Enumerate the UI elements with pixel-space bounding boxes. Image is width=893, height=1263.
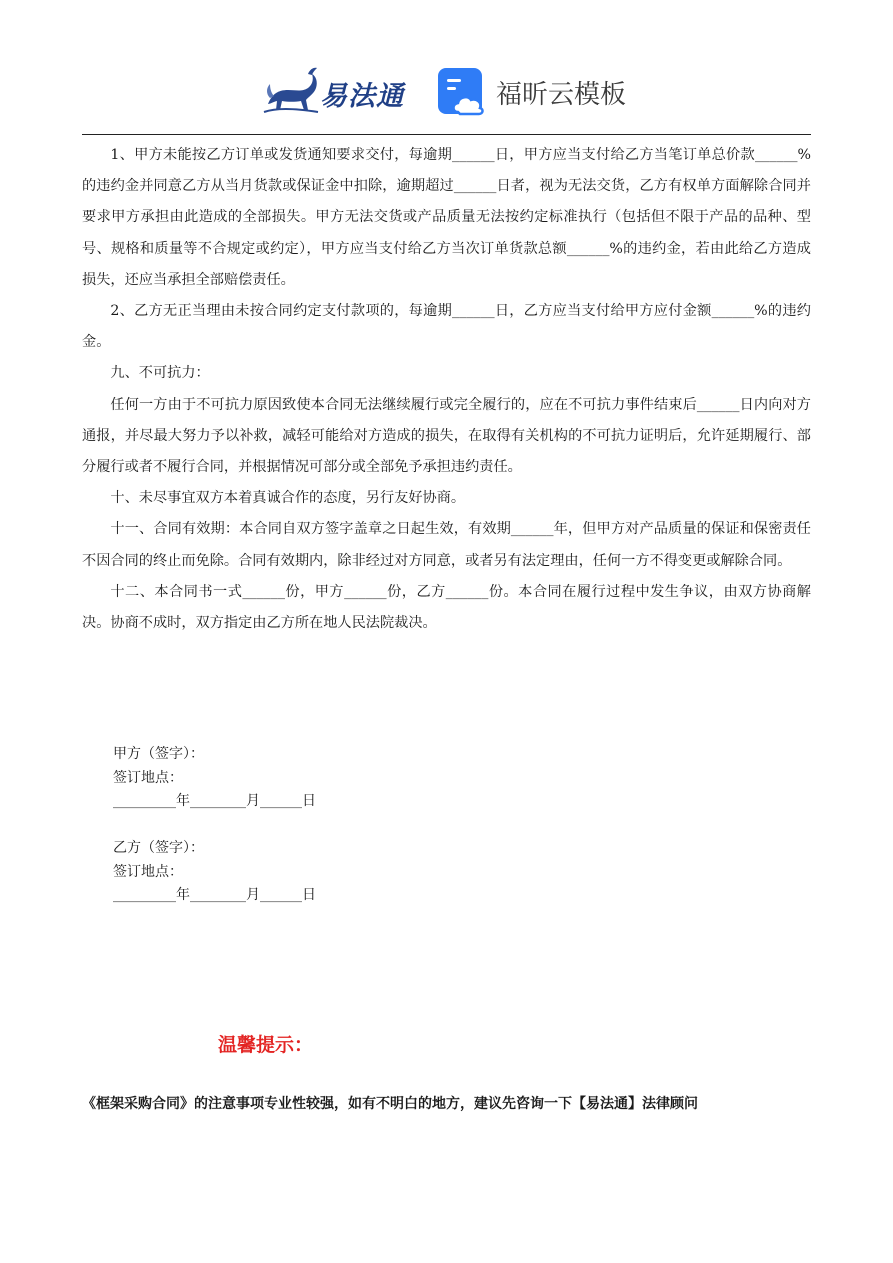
party-a-signature-block bbox=[113, 743, 316, 814]
clause-paragraph: 1、甲方未能按乙方订单或发货通知要求交付，每逾期______日，甲方应当支付给乙方当笔订单总价款______%的违约金并同意乙方从当月货款或保证金中扣除，逾期超过______日者，视为无法交货，乙方有权单方面解除合同并要求甲方承担由此造成的全部损失。甲方无法交货或产品质量无法按约定标准执行（包括但不限于产品的品种、型号、规格和质量等不合规定或约定），甲方应当支付给乙方当次订单货款总额______%的违约金，若由此给乙方造成损失，还应当承担全部赔偿责任。 bbox=[82, 147, 811, 288]
clause-paragraph: 十一、合同有效期：本合同自双方签字盖章之日起生效，有效期______年，但甲方对产品质量的保证和保密责任不因合同的终止而免除。合同有效期内，除非经过对方同意，或者另有法定理由，任何一方不得变更或解除合同。 bbox=[82, 521, 811, 569]
party-b-date-line: _________年________月______日 bbox=[113, 887, 316, 903]
fuxin-logo-text: 福昕云模板 bbox=[496, 80, 627, 110]
yifatong-logo bbox=[262, 64, 414, 116]
page-header bbox=[0, 56, 893, 126]
clause-paragraph: 任何一方由于不可抗力原因致使本合同无法继续履行或完全履行的，应在不可抗力事件结束后______日内向对方通报，并尽最大努力予以补救，减轻可能给对方造成的损失，在取得有关机构的不可抗力证明后，允许延期履行、部分履行或者不履行合同，并根据情况可部分或全部免予承担违约责任。 bbox=[82, 396, 811, 476]
clause-paragraph: 2、乙方无正当理由未按合同约定支付款项的，每逾期______日，乙方应当支付给甲方应付金额______%的违约金。 bbox=[82, 303, 811, 351]
header-divider bbox=[82, 134, 811, 135]
cloud-document-icon bbox=[436, 66, 488, 118]
party-a-place-label: 签订地点： bbox=[113, 769, 183, 786]
party-a-date-line: _________年________月______日 bbox=[113, 793, 316, 809]
contract-body bbox=[82, 140, 811, 639]
fuxin-logo bbox=[436, 66, 636, 118]
clause-paragraph: 十、未尽事宜双方本着真诚合作的态度，另行友好协商。 bbox=[110, 490, 466, 507]
party-b-place-label: 签订地点： bbox=[113, 863, 183, 880]
section-heading: 九、不可抗力： bbox=[110, 365, 210, 382]
tip-text: 《框架采购合同》的注意事项专业性较强，如有不明白的地方，建议先咨询一下【易法通】法律顾问 bbox=[82, 1096, 698, 1112]
party-b-signature-label: 乙方（签字）： bbox=[113, 840, 204, 856]
yifatong-logo-text: 易法通 bbox=[320, 81, 404, 112]
tip-title: 温馨提示： bbox=[218, 1034, 314, 1056]
party-a-signature-label: 甲方（签字）： bbox=[113, 746, 204, 762]
party-b-signature-block bbox=[113, 837, 316, 908]
qilin-logo-icon bbox=[262, 64, 320, 116]
clause-paragraph: 十二、本合同书一式______份，甲方______份，乙方______份。本合同在履行过程中发生争议，由双方协商解决。协商不成时，双方指定由乙方所在地人民法院裁决。 bbox=[82, 583, 811, 632]
